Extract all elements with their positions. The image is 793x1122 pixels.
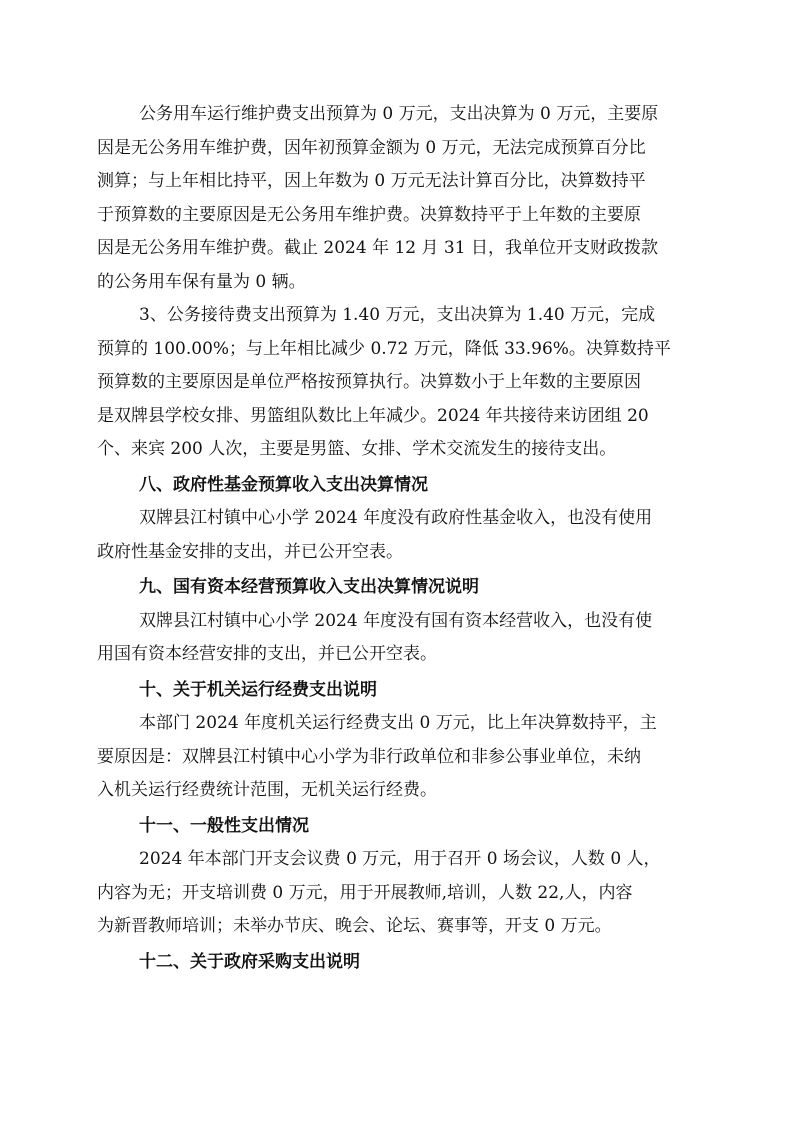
text-line: 因是无公务用车维护费，因年初预算金额为 0 万元，无法完成预算百分比 [97,137,646,158]
text-line: 入机关运行经费统计范围，无机关运行经费。 [97,780,437,800]
text-line: 于预算数的主要原因是无公务用车维护费。决算数持平于上年数的主要原 [97,204,641,225]
paragraph-vehicle-maintenance [97,98,697,299]
section-heading-10: 十、关于机关运行经费支出说明 [139,679,377,700]
section-heading-11: 十一、一般性支出情况 [139,815,309,836]
section-heading-8: 八、政府性基金预算收入支出决算情况 [139,474,428,495]
paragraph-general-expense [97,843,697,944]
text-line: 2024 年本部门开支会议费 0 万元，用于召开 0 场会议，人数 0 人， [139,849,661,869]
text-line: 用国有资本经营安排的支出，并已公开空表。 [97,644,437,664]
paragraph-operating-expense [97,707,697,808]
text-line: 公务用车运行维护费支出预算为 0 万元，支出决算为 0 万元，主要原 [139,104,659,124]
text-line: 个、来宾 200 人次，主要是男篮、女排、学术交流发生的接待支出。 [97,439,617,459]
document-page [97,98,697,979]
section-heading-12: 十二、关于政府采购支出说明 [139,951,360,972]
text-line: 测算；与上年相比持平，因上年数为 0 万元无法计算百分比，决算数持平 [97,171,646,191]
text-line: 3、公务接待费支出预算为 1.40 万元，支出决算为 1.40 万元，完成 [139,305,656,325]
paragraph-government-fund [97,502,697,569]
text-line: 要原因是：双牌县江村镇中心小学为非行政单位和非参公事业单位，未纳 [97,746,641,767]
text-line: 的公务用车保有量为 0 辆。 [97,271,306,292]
paragraph-reception-expense [97,299,697,467]
text-line: 为新晋教师培训；未举办节庆、晚会、论坛、赛事等，开支 0 万元。 [97,916,612,936]
text-line: 政府性基金安排的支出，并已公开空表。 [97,541,403,562]
text-line: 本部门 2024 年度机关运行经费支出 0 万元，比上年决算数持平，主 [139,713,657,733]
text-line: 预算的 100.00%；与上年相比减少 0.72 万元，降低 33.96%。决算数持平 [97,338,671,359]
text-line: 因是无公务用车维护费。截止 2024 年 12 月 31 日，我单位开支财政拨款 [97,238,658,258]
text-line: 双牌县江村镇中心小学 2024 年度没有政府性基金收入，也没有使用 [139,508,653,528]
text-line: 双牌县江村镇中心小学 2024 年度没有国有资本经营收入，也没有使 [139,610,653,631]
text-line: 预算数的主要原因是单位严格按预算执行。决算数小于上年数的主要原因 [97,372,641,392]
paragraph-state-capital [97,605,697,672]
text-line: 内容为无；开支培训费 0 万元，用于开展教师,培训，人数 22,人，内容 [97,882,633,903]
section-heading-9: 九、国有资本经营预算收入支出决算情况说明 [139,577,479,597]
text-line: 是双牌县学校女排、男篮组队数比上年减少。2024 年共接待来访团组 20 [97,405,649,426]
